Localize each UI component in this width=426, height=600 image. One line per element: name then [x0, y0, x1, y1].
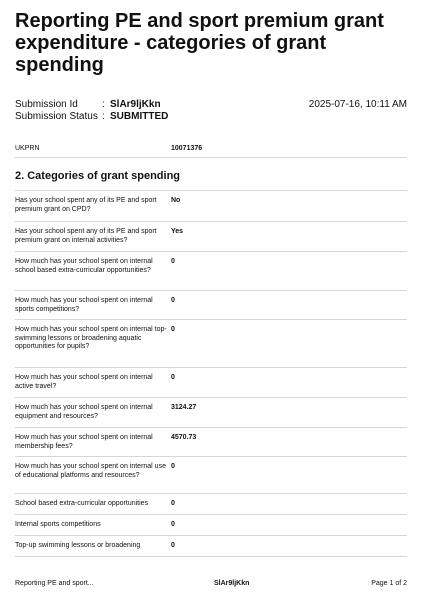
table-row — [15, 191, 407, 222]
answer: 0 — [171, 463, 175, 470]
qa-table — [15, 190, 407, 557]
answer: 3124.27 — [171, 404, 197, 411]
question: Internal sports competitions — [15, 521, 101, 528]
answer: No — [171, 197, 181, 204]
colon: : — [102, 99, 105, 110]
answer: 0 — [171, 326, 175, 333]
question: How much has your school spent on internal top-swimming lessons or broadening aquatic opportunities for pupils? — [15, 326, 167, 350]
footer-title: Reporting PE and sport... — [15, 580, 94, 587]
table-row — [15, 368, 407, 398]
answer: 0 — [171, 297, 175, 304]
submission-meta — [15, 99, 407, 123]
ukprn-value: 10071376 — [171, 145, 203, 152]
footer-page-number: Page 1 of 2 — [371, 580, 407, 587]
submission-date: 2025-07-16, 10:11 AM — [308, 99, 407, 110]
answer: 4570.73 — [171, 434, 197, 441]
submission-id-label: Submission Id — [15, 99, 78, 110]
answer: 0 — [171, 258, 175, 265]
submission-status-row — [15, 111, 407, 123]
question: How much has your school spent on internal membership fees? — [15, 434, 153, 450]
colon: : — [102, 111, 105, 122]
answer: 0 — [171, 542, 175, 549]
question: How much has your school spent on internal school based extra-curricular opportunities? — [15, 258, 153, 274]
table-row — [15, 320, 407, 368]
footer-submission-id: SlAr9ljKkn — [214, 580, 250, 587]
table-row — [15, 222, 407, 252]
table-row — [15, 457, 407, 494]
question: Has your school spent any of its PE and sport premium grant on internal activities? — [15, 228, 157, 244]
table-row — [15, 252, 407, 291]
answer: 0 — [171, 521, 175, 528]
table-row — [15, 428, 407, 457]
submission-id-value: SlAr9ljKkn — [110, 99, 161, 110]
table-row — [15, 494, 407, 515]
submission-status-label: Submission Status — [15, 111, 98, 122]
section-title: 2. Categories of grant spending — [15, 170, 181, 182]
question: Has your school spent any of its PE and sport premium grant on CPD? — [15, 197, 157, 213]
ukprn-row — [15, 137, 407, 158]
answer: 0 — [171, 374, 175, 381]
ukprn-label: UKPRN — [15, 145, 40, 152]
table-row — [15, 515, 407, 536]
question: School based extra-curricular opportunities — [15, 500, 149, 507]
submission-status-value: SUBMITTED — [110, 111, 169, 122]
table-row — [15, 291, 407, 320]
question: Top-up swimming lessons or broadening — [15, 542, 141, 549]
question: How much has your school spent on internal equipment and resources? — [15, 404, 153, 420]
question: How much has your school spent on internal use of educational platforms and resources? — [15, 463, 166, 479]
table-row — [15, 536, 407, 557]
question: How much has your school spent on internal sports competitions? — [15, 297, 153, 313]
answer: 0 — [171, 500, 175, 507]
document-title: Reporting PE and sport premium grant expenditure - categories of grant spending — [15, 10, 384, 76]
question: How much has your school spent on internal active travel? — [15, 374, 153, 390]
table-row — [15, 398, 407, 428]
answer: Yes — [171, 228, 184, 235]
